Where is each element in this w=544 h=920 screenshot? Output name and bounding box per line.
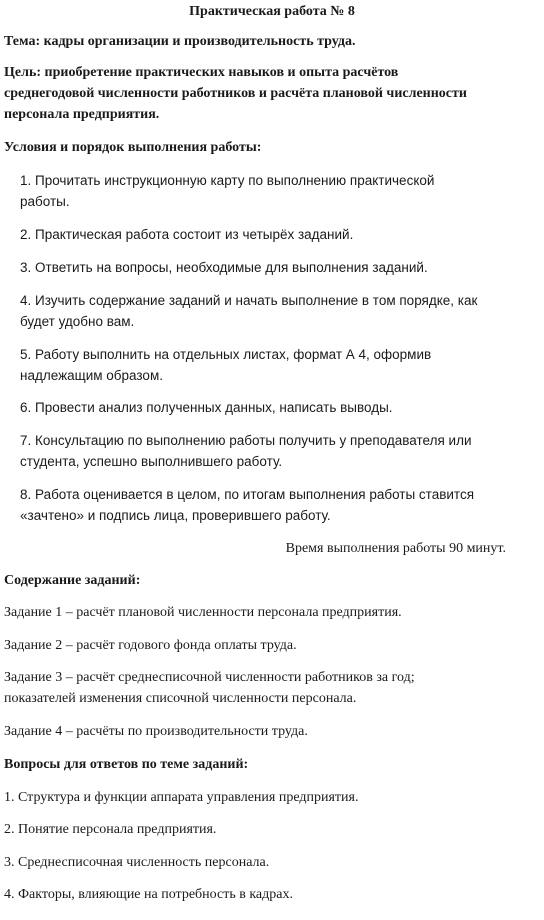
questions-heading: Вопросы для ответов по теме заданий: xyxy=(4,757,249,772)
condition-item-8: 8. Работа оценивается в целом, по итогам выполнения работы ставится xyxy=(20,487,475,502)
task-item-1: Задание 1 – расчёт плановой численности персонала предприятия. xyxy=(4,605,402,620)
time-note: Время выполнения работы 90 минут. xyxy=(285,541,506,556)
condition-item-4-cont: будет удобно вам. xyxy=(20,314,135,329)
task-item-4: Задание 4 – расчёты по производительности труда. xyxy=(4,724,308,739)
task-item-3-cont: показателей изменения списочной численности персонала. xyxy=(4,691,357,706)
condition-item-5: 5. Работу выполнить на отдельных листах, формат А 4, оформив xyxy=(20,347,432,362)
question-item-2: 2. Понятие персонала предприятия. xyxy=(4,822,217,837)
condition-item-8-cont: «зачтено» и подпись лица, проверившего работу. xyxy=(20,508,331,523)
condition-item-5-cont: надлежащим образом. xyxy=(20,368,163,383)
condition-item-7-cont: студента, успешно выполнившего работу. xyxy=(20,454,283,469)
condition-item-2: 2. Практическая работа состоит из четырёх заданий. xyxy=(20,227,354,242)
condition-item-7: 7. Консультацию по выполнению работы получить у преподавателя или xyxy=(20,433,472,448)
condition-item-4: 4. Изучить содержание заданий и начать выполнение в том порядке, как xyxy=(20,293,478,308)
condition-item-1: 1. Прочитать инструкционную карту по выполнению практической xyxy=(20,173,435,188)
theme-line: Тема: кадры организации и производительность труда. xyxy=(4,34,356,49)
conditions-heading: Условия и порядок выполнения работы: xyxy=(4,140,262,155)
goal-line-3: персонала предприятия. xyxy=(4,107,160,122)
condition-item-6: 6. Провести анализ полученных данных, написать выводы. xyxy=(20,400,393,415)
task-item-3: Задание 3 – расчёт среднесписочной численности работников за год; xyxy=(4,670,415,685)
goal-line-2: среднегодовой численности работников и расчёта плановой численности xyxy=(4,86,467,101)
question-item-3: 3. Среднесписочная численность персонала. xyxy=(4,855,270,870)
task-item-2: Задание 2 – расчёт годового фонда оплаты труда. xyxy=(4,638,297,653)
condition-item-3: 3. Ответить на вопросы, необходимые для выполнения заданий. xyxy=(20,260,428,275)
question-item-4: 4. Факторы, влияющие на потребность в кадрах. xyxy=(4,887,293,902)
condition-item-1-cont: работы. xyxy=(20,194,70,209)
goal-line-1: Цель: приобретение практических навыков и опыта расчётов xyxy=(4,65,399,80)
tasks-heading: Содержание заданий: xyxy=(4,573,141,588)
page-title: Практическая работа № 8 xyxy=(189,4,355,19)
question-item-1: 1. Структура и функции аппарата управления предприятия. xyxy=(4,790,359,805)
